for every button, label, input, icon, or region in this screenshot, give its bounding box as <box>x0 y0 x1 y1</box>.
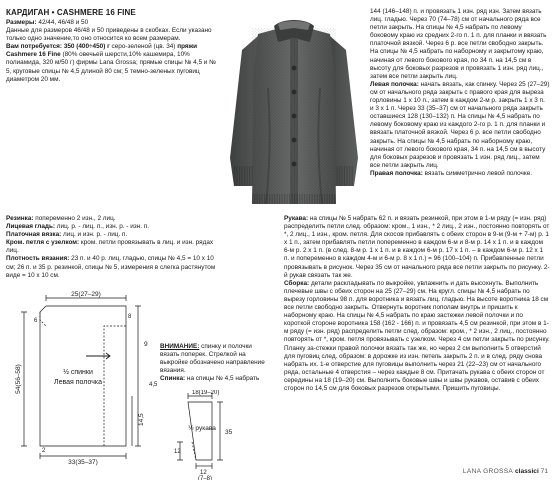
sleeve-dim-side: 35 <box>225 429 233 436</box>
sizes-value: 42/44, 46/48 и 50 <box>36 19 89 26</box>
sleeve-dim-bottom-2: (7–8) <box>198 476 213 480</box>
page-number: 71 <box>540 467 548 475</box>
dim-left: 54(56–58) <box>15 364 22 394</box>
dim-bottom: 33(35–37) <box>68 459 98 466</box>
sizes-note: Данные для размеров 46/48 и 50 приведены в скобках. Если указано только одно значение,то оно относится ко всем размерам. <box>6 27 212 43</box>
page-footer <box>463 468 548 476</box>
label-half-back: ½ спинки <box>63 369 93 376</box>
materials-color: серо-зеленой (цв. 34) <box>109 43 178 51</box>
neck-dashed <box>40 312 46 326</box>
attention-text: спинку и полочки вязать поперек. Стрелкой на выкройке обозначено направление вязания. <box>160 343 265 375</box>
body-schematic <box>6 286 182 466</box>
sleeves-paragraph <box>284 215 550 280</box>
sleeve-label: ½ рукава <box>188 425 216 432</box>
attention-label: ВНИМАНИЕ: <box>160 343 200 350</box>
sleeve-dim-left: 12 <box>174 449 181 455</box>
right-instructions-column <box>370 8 550 178</box>
dim-notch: 6 <box>34 318 38 324</box>
footer-series: classici <box>514 467 539 475</box>
materials-details: (80% овечьей шерсти,10% кашемира, 10% полиамида, 320 м/50 г) фирмы Lana Grossa; прямые спицы № 4,5 и № 5, круговые спицы № 4,5 длиной 80 см; 5 темно-зеленых пуговиц диаметром 20 мм. <box>6 51 217 83</box>
footer-brand: LANA GROSSA <box>462 467 514 475</box>
left-front-label: Левая полочка: <box>370 80 419 88</box>
left-front-text: начать вязать, как спинку. Через 25 (27–29) см от начального ряда закрыть с правого края для выреза горловины 1 x 10 п., затем в каждом 2-м р. закрыть 1 x 3 п. и 3 x 1 п. Через 33 (35–37) см от начального ряда закрыть оставшиеся 128 (130–132) п. На спицы № 4,5 набрать по левому боковому краю из каждого 2-го р. 1 п. для планки и ввязать платочной вязкой. Через 6 р. все петли свободно закрыть. На спицы № 4,5 набрать по наборному краю, начиная от левого бокового края, 34 п. на 14,5 см в высоту для боковых разрезов и провязать 1 изн. ряд лиц., затем все петли закрыть лиц. <box>370 80 550 169</box>
intro-column <box>6 8 216 84</box>
sleeve-dim-bottom-1: 12 <box>200 470 207 476</box>
arrow <box>86 353 110 359</box>
dim-front-top: 8 <box>128 314 132 320</box>
garter-text: лиц. и изн. р. - лиц. п. <box>61 231 128 239</box>
assembly-paragraph <box>284 280 550 393</box>
dim-top: 25(27–29) <box>71 291 101 298</box>
gauge-label: Плотность вязания: <box>6 255 70 263</box>
stockinette-text: лиц. р. - лиц. п., изн. р. - изн. п. <box>55 223 150 231</box>
edge-text: кром. петли провязывать в лиц. и изн. рядах лиц. <box>6 239 214 255</box>
dim-right: 9 <box>144 341 148 348</box>
back-start-label: Спинка: <box>160 375 186 383</box>
right-front-paragraph <box>370 170 550 178</box>
sleeves-label: Рукава: <box>284 215 309 222</box>
sizes-paragraph <box>6 19 216 27</box>
cardigan-illustration <box>224 8 364 208</box>
sleeve-schematic-svg <box>174 390 286 480</box>
stockinette-label: Лицевая гладь: <box>6 223 56 231</box>
materials-yarn: пряжи Cashmere 16 Fine <box>6 43 198 59</box>
gauge <box>6 255 216 279</box>
label-left-front: Левая полочка <box>54 379 102 386</box>
edge-stitch <box>6 239 216 255</box>
garter-stitch <box>6 231 216 239</box>
dim-bot-left: 2 <box>42 448 46 454</box>
front-dashed <box>104 326 126 446</box>
assembly-label: Сборка: <box>284 279 310 287</box>
back-start-text: на спицы № 4,5 набрать <box>185 375 260 383</box>
techniques-column <box>6 215 216 280</box>
body-schematic-svg <box>6 286 182 466</box>
materials-label: Вам потребуется: 350 (400÷450) г <box>6 43 110 51</box>
sleeve-schematic <box>174 390 286 480</box>
rib-text: попеременно 2 изн., 2 лиц. <box>33 215 116 222</box>
dim-small: 4,5 <box>149 382 158 388</box>
sleeve-dim-top: 18(19–20) <box>192 390 220 396</box>
body-outline <box>40 306 126 446</box>
assembly-text: детали раскладывать по выкройке, увлажнить и дать высохнуть. Выполнить плечевые швы с обеих сторон на 25 (27–29) см. На кругл. спицы № 4,5 набрать по вырезу горловины 98 п. для воротника и вязать лиц. гладью. На высоте воротника 18 см все петли свободно закрыть. Отвернуть воротник пополам внутрь и пришить к наборному краю. На спицы № 4,5 набрать по краю застежки левой полочки и по короткой стороне воротника 158 (162 - 166) п. и провязать 4,5 см резинкой, при этом в 1-м ряду (= изн. ряд) распределить петли след. образом: кром., * 2 изн., 2 лиц., постоянно повторять от *, кром. петля провязывать с узелком. Через 4 см петли закрыть по рисунку. Планку за-стежки правой полочки вязать так же, но через 2 см выполнить 5 отверстий для пуговиц след. образом: в дорожке из изн. петель закрыть 2 п. и в след. ряду снова набрать их. 1-е отверстие для пуговицы выполнить через 21 (22–23) см от начального ряда, остальные 4 отверстия – через каждые 8 см. Притачать рукава с обеих сторон от середины на 18 (19–20) см. Выполнить боковые швы и швы рукавов, оставив с обеих сторон по 14,5 см для боковых разрезов открытыми. Пришить пуговицы. <box>284 279 550 392</box>
pattern-title: КАРДИГАН • CASHMERE 16 FINE <box>6 8 136 17</box>
sizes-label: Размеры: <box>6 19 37 26</box>
right-front-text: вязать симметрично левой полочке. <box>422 169 533 177</box>
garter-label: Платочная вязка: <box>6 231 62 239</box>
back-continued-text: 144 (146–148) п. и провязать 1 изн. ряд изн. Затем вязать лиц. гладью. Через 70 (74–78) см от начального ряда все петли закрыть. На спицы № 4,5 набрать по левому боковому краю из средних 2-го п. 1 п. для планки и ввязать платочной вязкой. Через 6 р. все петли свободно закрыть. На спицы № 4,5 набрать по наборному и закрытому краю, начиная от левого бокового края, по 34 п. на 14,5 см в высоту для боковых разрезов и провязать 1 изн. ряд лиц., затем все петли закрыть лиц. <box>370 8 547 80</box>
right-front-label: Правая полочка: <box>370 169 423 177</box>
rib-label: Резинка: <box>6 215 34 222</box>
left-front-paragraph <box>370 81 550 170</box>
stockinette-stitch <box>6 223 216 231</box>
edge-label: Кром. петля с узелком: <box>6 239 80 247</box>
sleeves-assembly-column <box>284 215 550 393</box>
sleeves-text: на спицы № 5 набрать 62 п. и вязать резинкой, при этом в 1-м ряду (= изн. ряд) распределить петли след. образом: кром., 1 изн., * 2 лиц., 2 изн., постоянно повторять от *, 2 лиц., 1 изн., кром. петля. Для скосов прибавлять с обеих сторон в 9-м (9-м + 7-м) р. 1 x 1 п., затем прибавлять петли попеременно в каждом 6-м и 8-м р. 14 x 1 п. и в каждом 6-м р. 2 x 1 п. (в след. 8-м р. 1 x 1 п. и в каждом 6-м р. 17 x 1 п. – в каждом 6-м р. 12 x 1 п. и попеременно в каждом 4-м и 6-м р. 8 x 1 п.) = 96 (100–104) п. Прибавленные петли провязывать в рисунок. Через 35 см от начального ряда все петли закрыть по рисунку. 2-й рукав связать так же. <box>284 215 550 279</box>
rib-stitch <box>6 215 216 223</box>
dim-side: 14,5 <box>138 413 145 426</box>
gauge-text: 23 п. и 40 р. лиц. гладью, спицы № 4,5 = 10 x 10 см; 26 п. и 35 р. резинкой, спицы № 5, измерения в слегка растянутом виде = 10 x 10 см. <box>6 255 216 279</box>
materials-paragraph <box>6 43 216 83</box>
cardigan-photo <box>224 8 364 208</box>
